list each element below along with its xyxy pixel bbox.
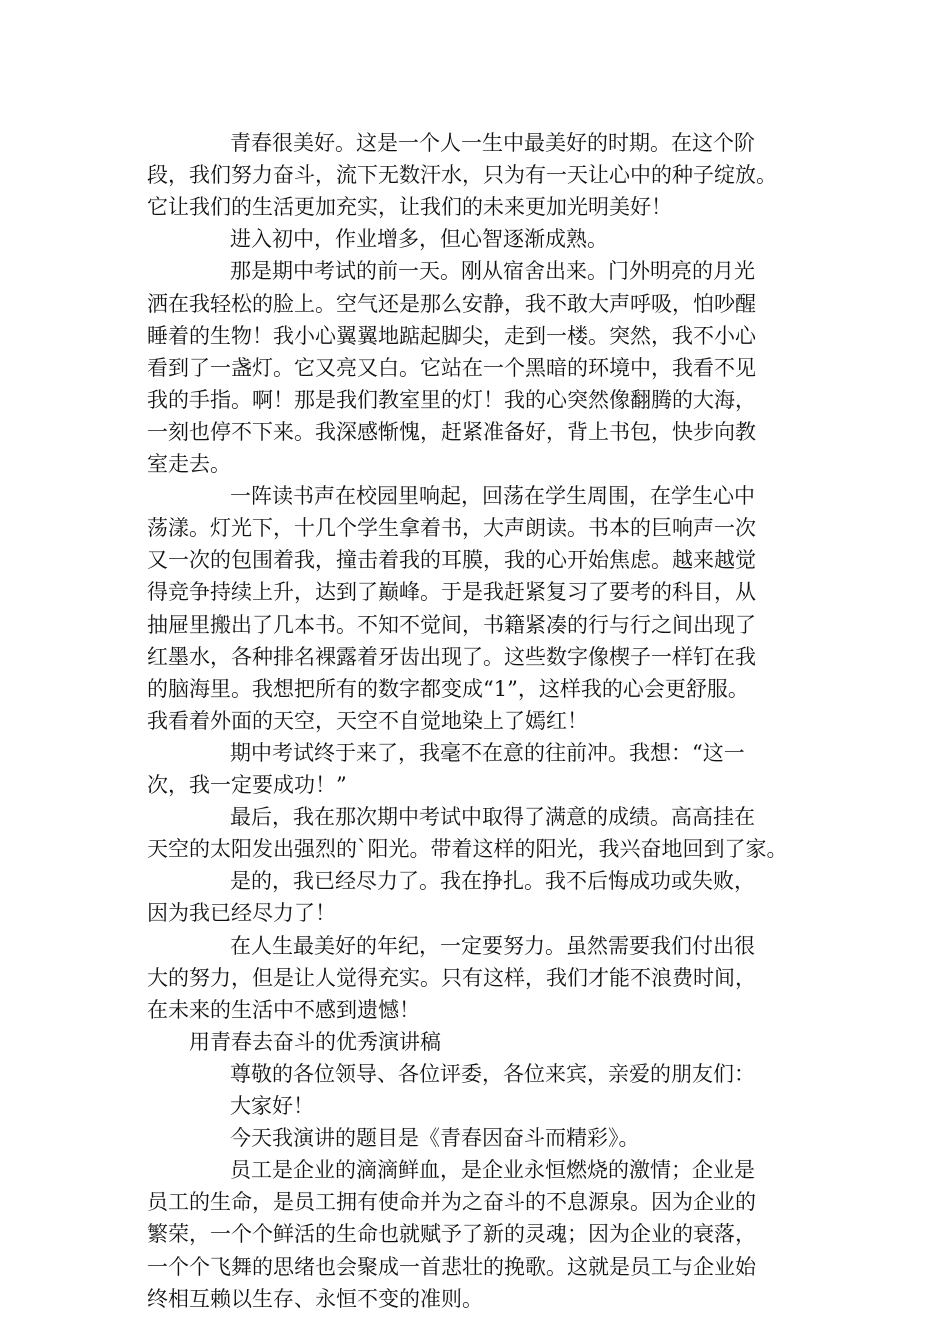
text-line: 又一次的包围着我，撞击着我的耳膜，我的心开始焦虑。越来越觉 xyxy=(147,548,756,572)
text-line: 的脑海里。我想把所有的数字都变成“1”，这样我的心会更舒服。 xyxy=(147,677,749,701)
text-line: 大的努力，但是让人觉得充实。只有这样，我们才能不浪费时间， xyxy=(147,966,756,990)
text-line: 一阵读书声在校园里响起，回荡在学生周围，在学生心中 xyxy=(230,484,755,508)
text-line: 它让我们的生活更加充实，让我们的未来更加光明美好！ xyxy=(147,195,672,219)
text-line: 段，我们努力奋斗，流下无数汗水，只为有一天让心中的种子绽放。 xyxy=(147,163,777,187)
text-line: 室走去。 xyxy=(147,452,231,476)
text-line: 抽屉里搬出了几本书。不知不觉间，书籍紧凑的行与行之间出现了 xyxy=(147,613,756,637)
text-line: 是的，我已经尽力了。我在挣扎。我不后悔成功或失败， xyxy=(230,869,755,893)
text-line: 睡着的生物！我小心翼翼地踮起脚尖，走到一楼。突然，我不小心 xyxy=(147,324,756,348)
text-line: 青春很美好。这是一个人一生中最美好的时期。在这个阶 xyxy=(230,131,755,155)
text-line: 看到了一盏灯。它又亮又白。它站在一个黑暗的环境中，我看不见 xyxy=(147,356,756,380)
text-line: 荡漾。灯光下，十几个学生拿着书，大声朗读。书本的巨响声一次 xyxy=(147,516,756,540)
text-line: 一个个飞舞的思绪也会聚成一首悲壮的挽歌。这就是员工与企业始 xyxy=(147,1255,756,1279)
text-line: 一刻也停不下来。我深感惭愧，赶紧准备好，背上书包，快步向教 xyxy=(147,420,756,444)
text-line: 最后，我在那次期中考试中取得了满意的成绩。高高挂在 xyxy=(230,805,755,829)
text-line: 得竞争持续上升，达到了巅峰。于是我赶紧复习了要考的科目，从 xyxy=(147,580,756,604)
text-line: 大家好！ xyxy=(230,1094,314,1118)
text-line: 员工是企业的滴滴鲜血，是企业永恒燃烧的激情；企业是 xyxy=(230,1158,755,1182)
text-line: 天空的太阳发出强烈的`阳光。带着这样的阳光，我兴奋地回到了家。 xyxy=(147,837,788,861)
text-line: 因为我已经尽力了！ xyxy=(147,901,336,925)
text-line: 繁荣，一个个鲜活的生命也就赋予了新的灵魂；因为企业的衰落， xyxy=(147,1222,756,1246)
text-line: 今天我演讲的题目是《青春因奋斗而精彩》。 xyxy=(230,1126,640,1150)
text-line: 在人生最美好的年纪，一定要努力。虽然需要我们付出很 xyxy=(230,934,755,958)
text-line: 在未来的生活中不感到遗憾！ xyxy=(147,998,420,1022)
text-line: 进入初中，作业增多，但心智逐渐成熟。 xyxy=(230,227,608,251)
text-line: 员工的生命，是员工拥有使命并为之奋斗的不息源泉。因为企业的 xyxy=(147,1190,756,1214)
text-line: 期中考试终于来了，我毫不在意的往前冲。我想：“这一 xyxy=(230,741,745,765)
text-line: 我的手指。啊！那是我们教室里的灯！我的心突然像翻腾的大海， xyxy=(147,388,756,412)
text-line: 我看着外面的天空，天空不自觉地染上了嫣红！ xyxy=(147,709,588,733)
text-line: 那是期中考试的前一天。刚从宿舍出来。门外明亮的月光 xyxy=(230,259,755,283)
section-title: 用青春去奋斗的优秀演讲稿 xyxy=(189,1030,441,1054)
text-line: 终相互赖以生存、永恒不变的准则。 xyxy=(147,1287,483,1311)
text-line: 洒在我轻松的脸上。空气还是那么安静，我不敢大声呼吸，怕吵醒 xyxy=(147,292,756,316)
text-line: 次，我一定要成功！” xyxy=(147,773,347,797)
text-line: 尊敬的各位领导、各位评委，各位来宾，亲爱的朋友们： xyxy=(230,1062,755,1086)
text-line: 红墨水，各种排名裸露着牙齿出现了。这些数字像楔子一样钉在我 xyxy=(147,645,756,669)
